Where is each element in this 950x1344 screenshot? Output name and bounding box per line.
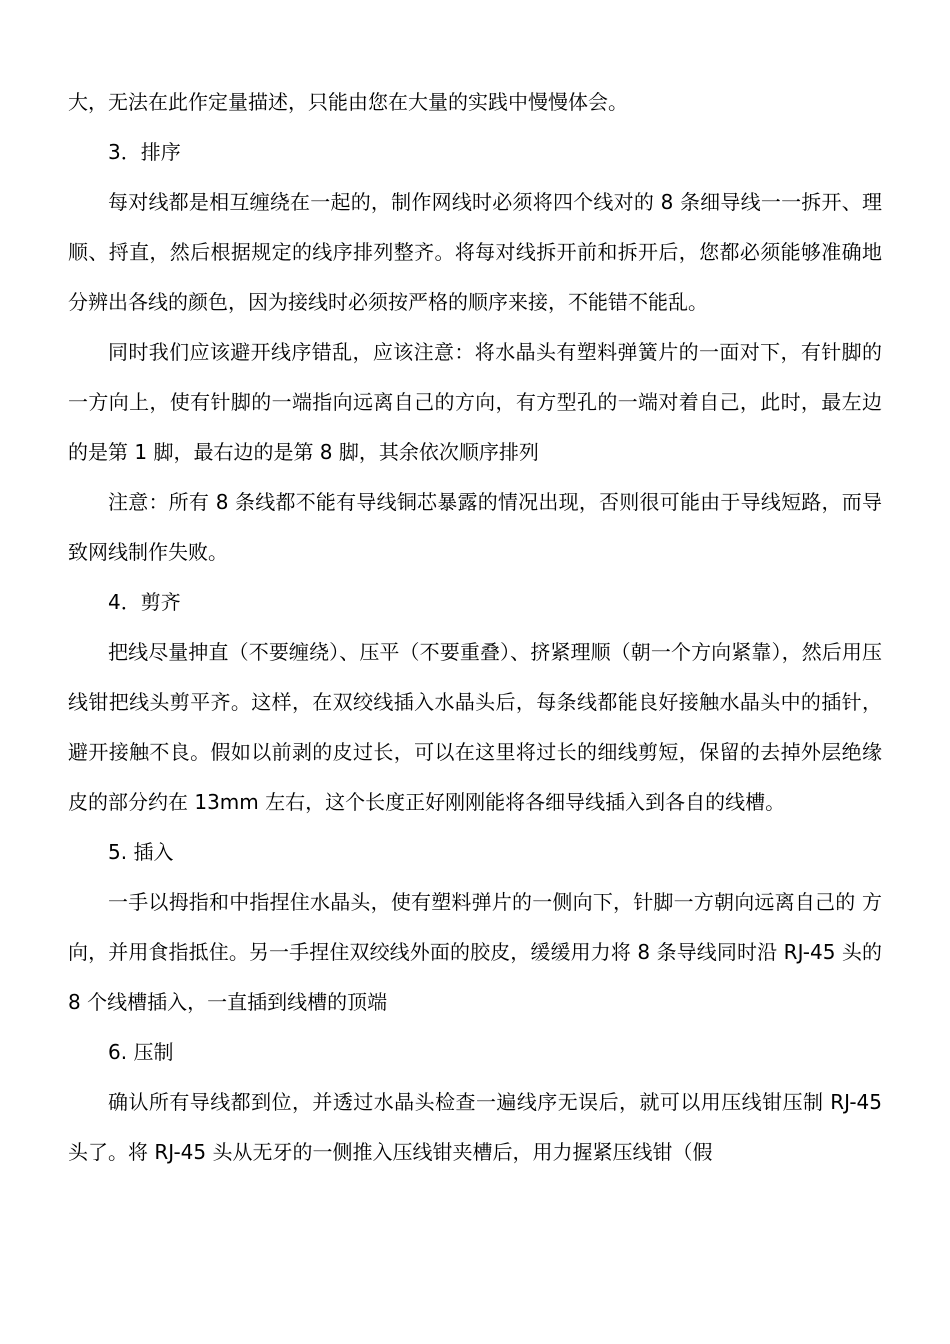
paragraph-sort-orientation: 同时我们应该避开线序错乱，应该注意：将水晶头有塑料弹簧片的一面对下，有针脚的一方向上，使有针脚的一端指向远离自己的方向，有方型孔的一端对着自己，此时，最左边的是第 1 脚，最右边的是第 8 脚，其余依次顺序排列 bbox=[68, 340, 882, 464]
section-heading-trim: 4．剪齐 bbox=[108, 590, 181, 614]
paragraph-sort-intro: 每对线都是相互缠绕在一起的，制作网线时必须将四个线对的 8 条细导线一一拆开、理顺、捋直，然后根据规定的线序排列整齐。将每对线拆开前和拆开后，您都必须能够准确地分辨出各线的颜色，因为接线时必须按严格的顺序来接，不能错不能乱。 bbox=[68, 190, 882, 314]
paragraph-trim: 把线尽量抻直（不要缠绕）、压平（不要重叠）、挤紧理顺（朝一个方向紧靠），然后用压线钳把线头剪平齐。这样，在双绞线插入水晶头后，每条线都能良好接触水晶头中的插针，避开接触不良。假如以前剥的皮过长，可以在这里将过长的细线剪短，保留的去掉外层绝缘皮的部分约在 13mm 左右，这个长度正好刚刚能将各细导线插入到各自的线槽。 bbox=[68, 640, 882, 814]
paragraph-continuation: 大，无法在此作定量描述，只能由您在大量的实践中慢慢体会。 bbox=[68, 90, 628, 114]
document-page bbox=[68, 77, 882, 1177]
paragraph-insert: 一手以拇指和中指捏住水晶头，使有塑料弹片的一侧向下，针脚一方朝向远离自己的 方向，并用食指抵住。另一手捏住双绞线外面的胶皮，缓缓用力将 8 条导线同时沿 RJ-45 头的 8 个线槽插入，一直插到线槽的顶端 bbox=[68, 890, 882, 1014]
section-heading-crimp: 6. 压制 bbox=[108, 1040, 174, 1064]
paragraph-sort-note: 注意：所有 8 条线都不能有导线铜芯暴露的情况出现，否则很可能由于导线短路，而导致网线制作失败。 bbox=[68, 490, 882, 564]
section-heading-insert: 5. 插入 bbox=[108, 840, 174, 864]
paragraph-crimp: 确认所有导线都到位，并透过水晶头检查一遍线序无误后，就可以用压线钳压制 RJ-45 头了。将 RJ-45 头从无牙的一侧推入压线钳夹槽后，用力握紧压线钳（假 bbox=[68, 1090, 882, 1164]
section-heading-sort: 3．排序 bbox=[108, 140, 181, 164]
